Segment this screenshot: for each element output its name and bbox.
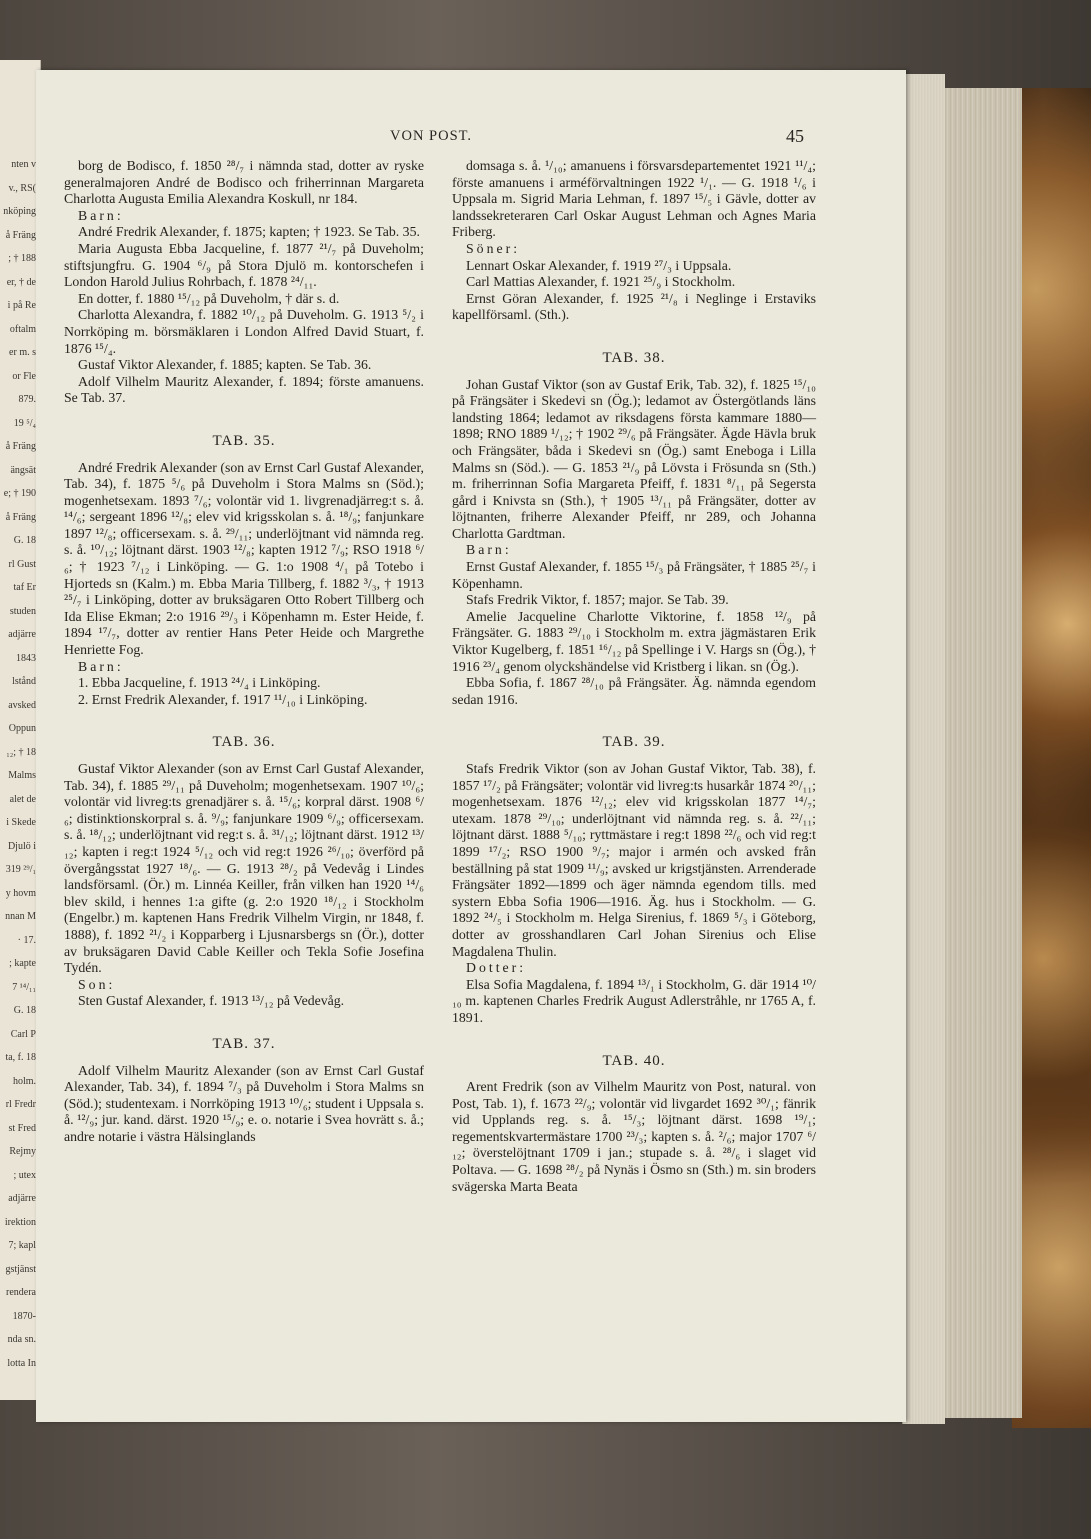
entry-paragraph: domsaga s. å. ¹/₁₀; amanuens i försvarsdepartementet 1921 ¹¹/₄; förste amanuens i arméförvaltningen 1922 ¹/₁. — G. 1918 ¹/₆ i Uppsala m. Sigrid Maria Lehman, f. 1897 ¹⁵/₅ i Gävle, dotter av landssekreteraren Carl Oskar August Lehman och Agnes Maria Friberg. [452, 158, 816, 240]
entry-paragraph: Stafs Fredrik Viktor, f. 1857; major. Se Tab. 39. [466, 592, 729, 608]
entry-paragraph: Elsa Sofia Magdalena, f. 1894 ¹³/₁ i Stockholm, G. där 1914 ¹⁰/₁₀ m. kaptenen Charles Fredrik August Adlerstråhle, nr 1765 A, f. 1891. [452, 976, 816, 1025]
facing-page-line: å Fräng [5, 229, 36, 241]
facing-page-line: studen [9, 605, 36, 617]
table-heading: TAB. 36. [212, 734, 276, 751]
table-heading: TAB. 38. [602, 349, 666, 366]
facing-page-line: ; kapte [9, 958, 36, 969]
facing-page-line: i Skede [6, 817, 36, 828]
entry-paragraph: Gustaf Viktor Alexander (son av Ernst Carl Gustaf Alexander, Tab. 34), f. 1885 ²⁹/₁₁ på Duveholm; mogenhetsexam. 1907 ¹⁰/₆; volontär vid livreg:ts grenadjärer s. å. ¹⁵/₆; korpral därst. 1908 ⁶/₆; distinktionskorpral s. å. ⁹/₉; fanjunkare 1909 ⁶/₉; officersexam. s. å. ¹⁸/₁₂; underlöjtnant vid reg:t s. å. ³¹/₁₂; löjtnant därst. 1912 ¹³/₁₂; kapten i reg:t 1924 ⁵/₁₂ och vid reg:t 1926 ²⁶/₁₀; överförd på övergångsstat 1927 ¹⁸/₆. — G. 1913 ²⁸/₂ på Vedevåg i Lindes landsförsaml. (Ör.) m. Linnéa Keiller, från vilken han 1920 ¹⁴/₆ blev skild, i hennes 1:a gifte (g. 2:o 1920 ¹⁸/₁₂ i Stockholm (Engelbr.) m. kaptenen Hans Fredrik Vilhelm Virgin, nr 1848, f. 1888), f. 1892 ²¹/₂ i Kopparberg i Ljusnarsbergs sn (Ör.), dotter av bruksägaren David Cable Keiller och Tekla Sofie Josefina Tydén. [64, 761, 424, 976]
facing-page-line: 879. [18, 394, 36, 405]
entry-paragraph: Carl Mattias Alexander, f. 1921 ²⁵/₉ i Stockholm. [466, 274, 736, 290]
entry-paragraph: Arent Fredrik (son av Vilhelm Mauritz von Post, natural. von Post, Tab. 1), f. 1673 ²²/₉; volontär vid livgardet 1692 ³⁰/₁; fänrik vid Upplands reg. s. å. ¹⁵/₃; löjtnant därst. 1698 ¹⁹/₁; regementskvartermästare 1700 ²³/₃; kapten s. å. ²/₆; major 1707 ⁶/₁₂; överstelöjtnant 1709 i jan.; stupade s. å. ²⁸/₆ i slaget vid Poltava. — G. 1698 ²⁸/₂ på Nynäs i Ösmo sn (Sth.) m. sin broders svägerska Marta Beata [452, 1079, 816, 1194]
facing-page-line: adjärre [8, 629, 36, 640]
entry-paragraph: Maria Augusta Ebba Jacqueline, f. 1877 ²¹/₇ på Duveholm; stiftsjungfru. G. 1904 ⁶/₉ på Stora Djulö m. kontorschefen i London Harold Julius Rohrbach, f. 1878 ²⁴/₁₁. [64, 240, 424, 290]
facing-page-line: adjärre [8, 1193, 36, 1204]
facing-page-line: ₁₂; † 18 [6, 746, 36, 758]
facing-page-line: avsked [8, 699, 36, 711]
facing-page-line: 7 ¹⁴/₁₁ [12, 981, 36, 993]
facing-page-line: nten v [11, 159, 36, 170]
facing-page-line: i på Re [7, 300, 36, 311]
entry-paragraph: 1. Ebba Jacqueline, f. 1913 ²⁴/₄ i Linköping. [78, 675, 321, 691]
facing-page-line: G. 18 [13, 1005, 36, 1016]
section-label: Barn: [466, 542, 512, 558]
facing-page-line: rl Gust [8, 558, 36, 570]
entry-paragraph: Ebba Sofia, f. 1867 ²⁸/₁₀ på Frängsäter. Äg. nämnda egendom sedan 1916. [452, 675, 816, 707]
facing-page-line: Rejmy [9, 1146, 36, 1157]
facing-page-line: rl Fredr [5, 1099, 36, 1110]
entry-paragraph: Sten Gustaf Alexander, f. 1913 ¹³/₁₂ på Vedevåg. [78, 993, 345, 1009]
facing-page-line: er m. s [9, 347, 36, 358]
facing-page-line: ; utex [13, 1169, 36, 1181]
section-label: Barn: [78, 207, 124, 223]
facing-page-line: rendera [6, 1287, 36, 1298]
page-block-edge [944, 88, 1022, 1418]
facing-page-line: ängsät [10, 464, 36, 476]
facing-page-line: lstånd [12, 676, 36, 687]
facing-page-edge [0, 60, 41, 1400]
facing-page-line: or Fle [12, 370, 36, 382]
facing-page-line: ta, f. 18 [5, 1052, 36, 1063]
entry-paragraph: André Fredrik Alexander, f. 1875; kapten; † 1923. Se Tab. 35. [78, 224, 420, 240]
facing-page-line: nda sn. [7, 1334, 36, 1345]
entry-paragraph: Charlotta Alexandra, f. 1882 ¹⁰/₁₂ på Duveholm. G. 1913 ⁵/₂ i Norrköping m. börsmäklaren i London Alfred David Stuart, f. 1876 ¹⁵/₄. [64, 307, 424, 356]
facing-page-line: irektion [4, 1216, 36, 1228]
facing-page-line: 7; kapl [8, 1240, 36, 1251]
table-heading: TAB. 40. [602, 1052, 666, 1069]
entry-paragraph: 2. Ernst Fredrik Alexander, f. 1917 ¹¹/₁₀ i Linköping. [78, 691, 368, 707]
facing-page-line: 1870- [12, 1310, 36, 1322]
right-column [452, 158, 816, 1195]
facing-page-line: er, † de [6, 276, 36, 288]
facing-page-line: · 17. [17, 934, 36, 946]
facing-page-line: G. 18 [13, 535, 36, 546]
page-edges [902, 74, 945, 1424]
facing-page-line: st Fred [8, 1122, 36, 1134]
entry-paragraph: Gustaf Viktor Alexander, f. 1885; kapten. Se Tab. 36. [78, 357, 372, 373]
facing-page-line: Malms [8, 770, 36, 781]
entry-paragraph: Ernst Göran Alexander, f. 1925 ²¹/₈ i Neglinge i Erstaviks kapellförsaml. (Sth.). [452, 290, 816, 323]
entry-paragraph: En dotter, f. 1880 ¹⁵/₁₂ på Duveholm, † där s. d. [78, 290, 340, 306]
page-header [0, 128, 1091, 148]
facing-page-line: v., RS( [8, 182, 36, 194]
entry-paragraph: Johan Gustaf Viktor (son av Gustaf Erik, Tab. 32), f. 1825 ¹⁵/₁₀ på Frängsäter i Skedevi sn (Ög.); ledamot av Östergötlands läns landsting 1864; ledamot av riksdagens första kammare 1880—1898; RNO 1889 ¹/₁₂; † 1902 ²⁹/₆ på Frängsäter. Ägde Hävla bruk och Frängsäter, båda i Skedevi sn (Ög.) samt Eneboga i Lilla Malms sn (Söd.). — G. 1853 ²¹/₉ på Lövsta i Frösunda sn (Sth.) m. friherrinnan Sofia Margareta Pfeiff, f. 1831 ⁸/₁₁ på Segersta gård i Knivsta sn (Sth.), † 1905 ¹³/₁₁ på Frängsäter, dotter av löjtnanten, friherre Alexander Pfeiff, nr 289, och Johanna Charlotta Gardtman. [452, 376, 816, 541]
facing-page-line: alet de [9, 793, 36, 805]
facing-page-line: oftalm [9, 323, 36, 335]
facing-page-line: y hovm [5, 887, 36, 899]
facing-page-line: gstjänst [5, 1263, 36, 1275]
section-label: Dotter: [466, 960, 527, 976]
section-label: Barn: [78, 658, 124, 674]
entry-paragraph: Adolf Vilhelm Mauritz Alexander, f. 1894; förste amanuens. Se Tab. 37. [64, 373, 424, 406]
book-cover [1012, 88, 1091, 1428]
facing-page-line: 19 ⁵/₄ [13, 417, 36, 429]
entry-paragraph: Ernst Gustaf Alexander, f. 1855 ¹⁵/₃ på Frängsäter, † 1885 ²⁵/₇ i Köpenhamn. [452, 559, 816, 591]
section-label: Son: [78, 976, 116, 992]
table-heading: TAB. 35. [212, 432, 276, 449]
facing-page-line: nnan M [5, 911, 36, 922]
facing-page-line: å Fräng [5, 511, 36, 523]
entry-paragraph: André Fredrik Alexander (son av Ernst Carl Gustaf Alexander, Tab. 34), f. 1875 ⁵/₆ på Duveholm i Stora Malms sn (Söd.); mogenhetsexam. 1893 ⁷/₆; volontär vid 1. livgrenadjärreg:t s. å. ¹⁴/₆; sergeant 1896 ¹²/₈; elev vid krigsskolan s. å. ¹⁸/₉; fanjunkare 1897 ¹²/₈; officersexam. s. å. ²⁹/₁₁; underlöjtnant vid nämnda reg. s. å. ¹⁰/₁₂; löjtnant därst. 1903 ¹²/₈; kapten 1912 ⁷/₉; RSO 1918 ⁶/₆; † 1923 ⁷/₁₂ i Linköping. — G. 1:o 1908 ⁴/₁ på Totebo i Hjorteds sn (Kalm.) m. Ebba Maria Tillberg, f. 1882 ³/₃, † 1913 ²⁵/₇ i Linköping, dotter av bruksägaren Otto Robert Tillberg och Ida Elise Ekman; 2:o 1916 ²⁹/₃ i Köpenhamn m. Ester Heide, f. 1894 ¹⁷/₇, dotter av rentier Hans Peter Heide och Margrethe Henriette Fog. [64, 459, 424, 658]
table-heading: TAB. 37. [212, 1035, 276, 1052]
facing-page-line: å Fräng [5, 441, 36, 452]
left-column [64, 158, 424, 1145]
entry-paragraph: Stafs Fredrik Viktor (son av Johan Gustaf Viktor, Tab. 38), f. 1857 ¹⁷/₂ på Frängsäter; volontär vid livreg:ts husarkår 1874 ²⁰/₁₁; mogenhetsexam. 1876 ¹²/₁₂; elev vid krigsskolan 1877 ¹⁴/₇; utexam. 1878 ²⁹/₁₀; underlöjtnant vid nämnda reg. s. å. ²²/₁₁; löjtnant därst. 1888 ⁵/₁₀; ryttmästare i reg:t 1898 ²²/₆ och vid reg:t 1899 ¹⁷/₂; RSO 1900 ⁹/₇; major i armén och avsked från beställning på stat 1909 ¹¹/₉; avsked ur krigstjänsten. Arrenderade Frängsäter 1892—1899 och äger nämnda egendom tills. med systern Ebba Sofia 1906—1916. Äg. hus i Stockholm. — G. 1892 ²⁴/₅ i Stockholm m. Helga Sirenius, f. 1869 ⁵/₃ i Göteborg, dotter av grosshandlaren Carl Johan Sirenius och Elise Magdalena Thulin. [452, 761, 816, 959]
entry-paragraph: Amelie Jacqueline Charlotte Viktorine, f. 1858 ¹²/₉ på Frängsäter. G. 1883 ²⁹/₁₀ i Stockholm m. extra jägmästaren Erik Viktor Kugelberg, f. 1851 ¹⁶/₁₂ på Spellinge i V. Hargs sn (Ög.), † 1916 ²³/₄ genom olyckshändelse vid Kristberg i likan. sn (Ög.). [452, 608, 816, 674]
facing-page-line: holm. [12, 1075, 36, 1087]
entry-paragraph: Adolf Vilhelm Mauritz Alexander (son av Ernst Carl Gustaf Alexander, Tab. 34), f. 1894 ⁷/₃ på Duveholm i Stora Malms sn (Söd.); studentexam. i Norrköping 1913 ¹⁰/₆; student i Uppsala s. å. ¹²/₉; jur. kand. därst. 1920 ¹⁵/₉; e. o. notarie i Svea hovrätt s. å.; andre notarie i västra Hälsinglands [64, 1062, 424, 1144]
table-heading: TAB. 39. [602, 734, 666, 751]
facing-page-line: 319 ²⁹/₁ [5, 864, 36, 875]
facing-page-line: ; † 188 [8, 253, 36, 264]
running-title: VON POST. [390, 128, 473, 144]
page-number: 45 [786, 126, 804, 146]
facing-page-line: taf Er [13, 582, 36, 593]
facing-page-line: 1843 [16, 652, 36, 664]
facing-page-line: Carl P [10, 1028, 36, 1040]
facing-page-line: nköping [3, 206, 36, 217]
facing-page-line: lotta In [7, 1357, 36, 1369]
facing-page-line: Djulö i [7, 840, 36, 852]
entry-paragraph: borg de Bodisco, f. 1850 ²⁸/₇ i nämnda stad, dotter av ryske generalmajoren André de Bodisco och friherrinnan Margareta Charlotta Augusta Emilia Alexandra Koskull, nr 184. [64, 158, 424, 207]
section-label: Söner: [466, 240, 521, 256]
facing-page-line: Oppun [8, 723, 36, 734]
entry-paragraph: Lennart Oskar Alexander, f. 1919 ²⁷/₃ i Uppsala. [466, 257, 732, 273]
facing-page-line: e; † 190 [3, 488, 36, 499]
